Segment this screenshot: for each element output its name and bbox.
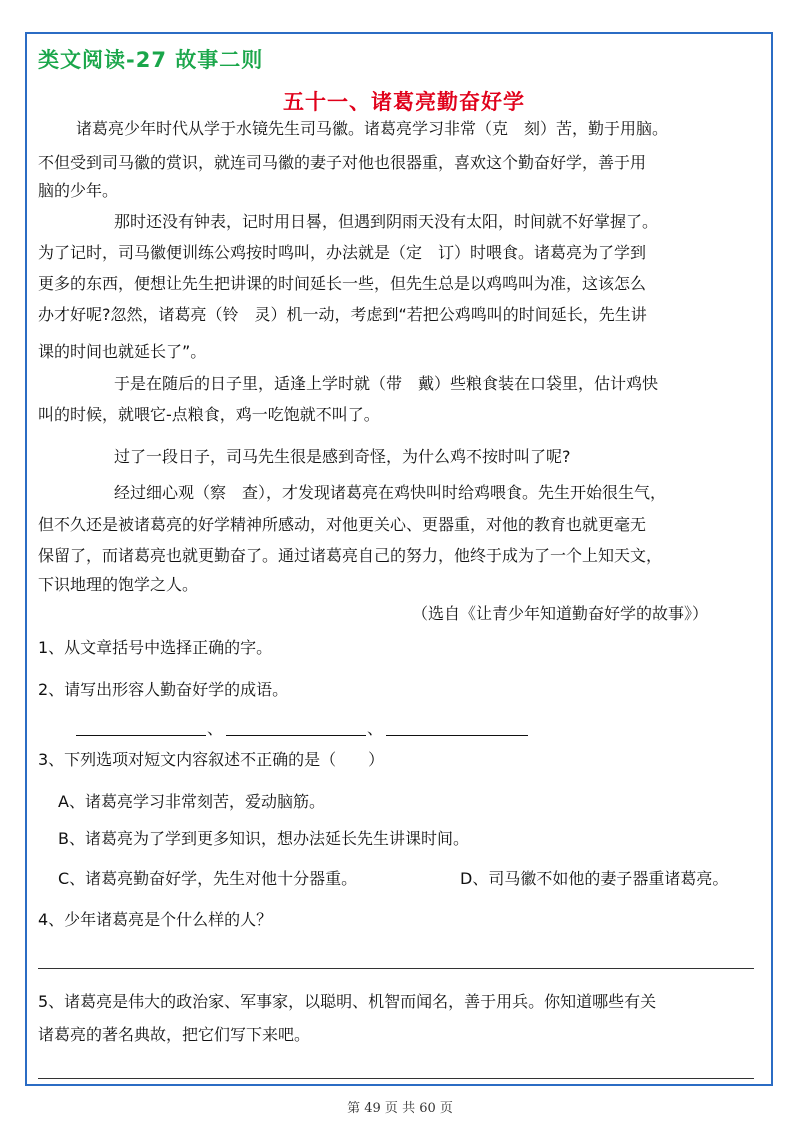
answer-blank-1[interactable]	[76, 735, 206, 736]
article-line: 叫的时候，就喂它-点粮食，鸡一吃饱就不叫了。	[38, 405, 380, 424]
article-line: 那时还没有钟表，记时用日晷，但遇到阴雨天没有太阳，时间就不好掌握了。	[114, 212, 659, 231]
answer-blank-3[interactable]	[386, 735, 528, 736]
article-line: 更多的东西，便想让先生把讲课的时间延长一些，但先生总是以鸡鸣叫为准，这该怎么	[38, 274, 647, 293]
article-line: 办才好呢?忽然，诸葛亮（铃 灵）机一动，考虑到“若把公鸡鸣叫的时间延长，先生讲	[38, 305, 647, 324]
article-line: 于是在随后的日子里，适逢上学时就（带 戴）些粮食装在口袋里，估计鸡快	[114, 374, 659, 393]
article-line: 下识地理的饱学之人。	[38, 575, 199, 594]
question-1: 1、从文章括号中选择正确的字。	[38, 638, 273, 657]
question-3: 3、下列选项对短文内容叙述不正确的是（ ）	[38, 750, 385, 769]
question-5-line: 诸葛亮的著名典故，把它们写下来吧。	[38, 1025, 311, 1044]
series-title: 类文阅读-27 故事二则	[38, 48, 264, 72]
article-line: 过了一段日子，司马先生很是感到奇怪，为什么鸡不按时叫了呢?	[114, 447, 571, 466]
article-line: 脑的少年。	[38, 181, 119, 200]
article-title: 五十一、诸葛亮勤奋好学	[283, 90, 525, 114]
article-source: （选自《让青少年知道勤奋好学的故事》）	[412, 604, 709, 623]
answer-line-q5[interactable]	[38, 1078, 754, 1079]
option-a[interactable]: A、诸葛亮学习非常刻苦，爱动脑筋。	[58, 792, 325, 811]
question-2: 2、请写出形容人勤奋好学的成语。	[38, 680, 289, 699]
article-line: 保留了，而诸葛亮也就更勤奋了。通过诸葛亮自己的努力，他终于成为了一个上知天文，	[38, 546, 663, 565]
answer-line-q4[interactable]	[38, 968, 754, 969]
page-number: 第 49 页 共 60 页	[347, 1101, 453, 1116]
article-line: 不但受到司马徽的赏识，就连司马徽的妻子对他也很器重，喜欢这个勤奋好学，善于用	[38, 153, 647, 172]
article-line: 但不久还是被诸葛亮的好学精神所感动，对他更关心、更器重，对他的教育也就更毫无	[38, 515, 647, 534]
answer-blank-2[interactable]	[226, 735, 366, 736]
article-line: 诸葛亮少年时代从学于水镜先生司马徽。诸葛亮学习非常（克 刻）苦，勤于用脑。	[76, 119, 669, 138]
article-line: 为了记时，司马徽便训练公鸡按时鸣叫，办法就是（定 订）时喂食。诸葛亮为了学到	[38, 243, 647, 262]
blank-separator: 、	[207, 719, 224, 738]
option-b[interactable]: B、诸葛亮为了学到更多知识，想办法延长先生讲课时间。	[58, 829, 469, 848]
option-c[interactable]: C、诸葛亮勤奋好学，先生对他十分器重。	[58, 869, 358, 888]
article-line: 经过细心观（察 查），才发现诸葛亮在鸡快叫时给鸡喂食。先生开始很生气，	[114, 483, 667, 502]
blank-separator: 、	[367, 719, 384, 738]
article-line: 课的时间也就延长了”。	[38, 342, 207, 361]
question-5-line: 5、诸葛亮是伟大的政治家、军事家，以聪明、机智而闻名，善于用兵。你知道哪些有关	[38, 992, 657, 1011]
question-4: 4、少年诸葛亮是个什么样的人？	[38, 910, 273, 929]
option-d[interactable]: D、司马徽不如他的妻子器重诸葛亮。	[460, 869, 729, 888]
